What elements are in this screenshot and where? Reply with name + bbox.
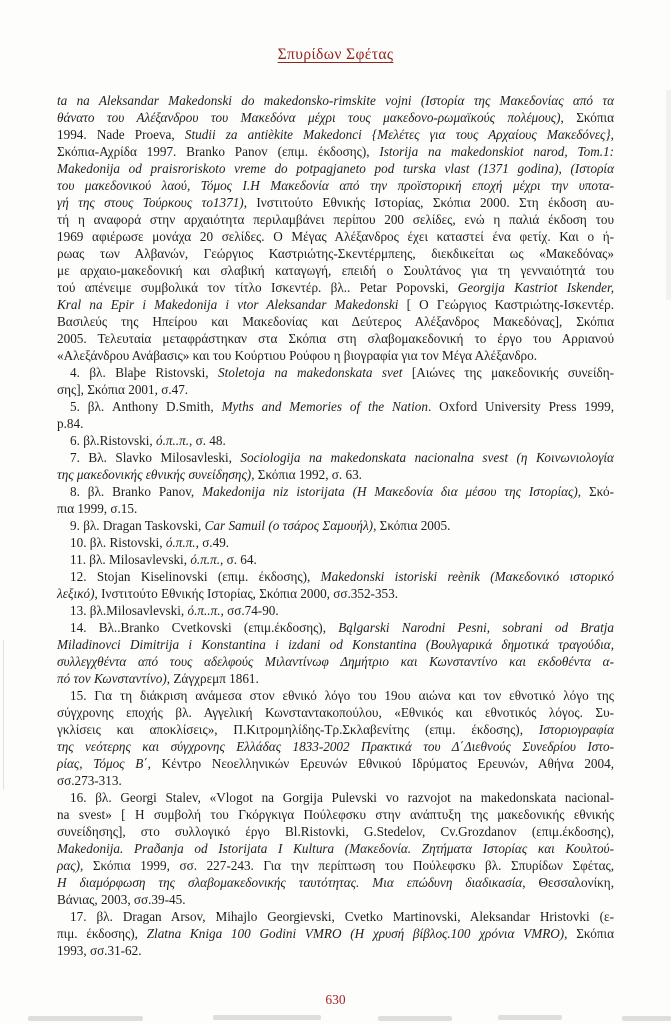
text-line [57,500,614,517]
text-segment: πια 1999, σ.15. [57,501,138,516]
text-segment: , Ζάγχρεμπ 1861. [166,671,259,686]
text-segment: 13. βλ.Milosavlevski, [70,603,188,618]
italic-text-segment: της νεότερης και σύγχρονης Ελλάδας 1833-2002 Πρακτικά του Δ΄Διεθνούς Συνεδρίου Ιστο- [57,739,614,754]
text-line [57,585,614,602]
scan-edge-artifact [498,1015,562,1020]
text-segment: Βάνιας, 2003, σσ.39-45. [57,892,186,907]
italic-text-segment: ό.π..π. [187,603,221,618]
text-segment: συνείδησης], στο συλλογικό έργο Bl.Ristovki, G.Stedelov, Cv.Grozdanov (επιμ.έκδοσης), [57,824,614,839]
text-segment: 8. βλ. Branko Panov, [70,484,203,499]
italic-text-segment: Zlatna Kniga 100 Godini VMRO (Η χρυσή βίβλος.100 χρόνια VMRO) [146,926,565,941]
italic-text-segment: Georgija Kastriot Iskender, [457,280,614,295]
text-line [57,687,614,704]
footnotes-block [57,92,614,959]
italic-text-segment: ρίας, Τόμος Β΄ [57,756,148,771]
text-segment: γκλίσεις και αποκλίσεις», Π.Κιτρομηλίδης-Τρ.Σκλαβενίτης (επιμ. έκδοσης), [57,722,539,737]
italic-text-segment: Makedonski istoriski reènik (Μακεδονικό ιστορικό [320,569,614,584]
text-segment: , Ινστιτούτο Εθνικής Ιστορίας, Σκόπια 2000, σσ.352-353. [94,586,399,601]
scan-edge-artifact [28,1016,143,1021]
text-line [57,789,614,806]
italic-text-segment: πό τον Κωνσταντίνο) [57,671,167,686]
page-number: 630 [325,992,346,1007]
italic-text-segment: Makedonija niz istorijata (Η Μακεδονία δια μέσου της Ιστορίας) [202,484,578,499]
text-line [57,398,614,415]
scan-edge-artifact [213,1015,321,1020]
text-line [57,721,614,738]
text-line [57,92,614,109]
text-line [57,160,614,177]
text-line [57,942,614,959]
text-line [57,908,614,925]
italic-text-segment: Studii za antièkite Makedonci {Μελέτες για τους Αρχαίους Μακεδόνες}, [184,127,614,142]
text-segment: Βασιλεύς της Ηπείρου και Μακεδονίας και Δεύτερος Αλέξανδρος Μακεδόνας], Σκόπια [57,314,614,329]
text-segment: , Σκόπια 1992, σ. 63. [251,467,362,482]
text-segment: 11. βλ. Milosavlevski, [70,552,191,567]
text-segment: σης], Σκόπια 2001, σ.47. [57,382,189,397]
text-line [57,755,614,772]
text-segment: 1969 αφιέρωσε μονάχα 20 σελίδες. Ο Μέγας Αλέξανδρος έχει καταστεί ένα φετίχ. Και ο ή- [57,229,614,244]
text-segment: σύγχρονης εποχής βλ. Αγγελική Κωνσταντακοπούλου, «Εθνικός και εθνοτικός λόγος. Συ- [57,705,614,720]
text-segment: . Oxford University Press 1999, [427,399,614,414]
text-segment: Σκόπια-Αχρίδα 1997. Branko Panov (επιμ. έκδοσης), [57,144,380,159]
text-segment: 16. βλ. Georgi Stalev, «Vlogot na Gorgija Pulevski vo razvojot na makedonskata nacional- [70,790,614,805]
text-segment: 4. βλ. Blaþe Ristovski, [70,365,219,380]
text-line [57,347,614,364]
italic-text-segment: Sociologija na makedonskata nacionalna svest (η Κοινωνιολογία [240,450,614,465]
text-line [57,670,614,687]
italic-text-segment: της μακεδονικής εθνικής συνείδησης) [57,467,252,482]
text-segment: 2005. Τελευταία μεταφράστηκαν στα Σκόπια στη σλαβομακεδονική το έργο του Αρριανού [57,331,614,346]
text-segment: , σ. 64. [220,552,257,567]
text-line [57,330,614,347]
text-segment: na svest» [ Η συμβολή του Γκόργκιγα Πούλεφσκυ στην ανάπτυξη της μακεδονικής εθνικής [57,807,614,822]
text-line [57,636,614,653]
text-line [57,228,614,245]
text-line [57,772,614,789]
text-line [57,823,614,840]
author-name: Σπυρίδων Σφέτας [277,46,394,63]
text-segment: , Σκό- [577,484,614,499]
italic-text-segment: Miladinovci Dimitrija i Konstantina i izdani od Konstantina (Βουλγαρικά δημοτικά τραγούδια, [57,637,614,652]
text-line [57,211,614,228]
text-segment: ρωας των Αλβανών, Γεώργιος Καστριώτης-Σκεντέρμπεης, διεκδικείται ως «Μακεδόνας» [57,246,614,261]
italic-text-segment: ρας) [57,858,80,873]
text-segment: 10. βλ. Ristovski, [70,535,166,550]
text-segment: , σσ.74-90. [220,603,279,618]
text-segment: πιμ. έκδοσης), [57,926,147,941]
text-line [57,466,614,483]
italic-text-segment: του μακεδονικού λαού, Τόμος Ι.Η Μακεδονία από την προϊστορική εποχή μέχρι την υποτα- [57,178,614,193]
text-line [57,517,614,534]
text-segment: , Σκόπια 2005. [373,518,451,533]
italic-text-segment: Bąlgarski Narodni Pesni, sobrani od Bratja [338,620,614,635]
text-segment: τή η αναφορά στην αρχαιότητα περιλαμβάνει περίπου 200 σελίδες, ενώ η παλιά έκδοση του [57,212,614,227]
text-line [57,874,614,891]
text-segment: p.84. [57,416,84,431]
scan-edge-artifact [622,1016,671,1021]
italic-text-segment: Istorija na makedonskiot narod, Tom.1: [379,144,615,159]
italic-text-segment: Makedonija od praisroriskoto vreme do potpagjaneto pod turska vlast (1371 godina), (Ιστορία [57,161,614,176]
italic-text-segment: θάνατο του Αλέξανδρου του Μακεδόνα μέχρι τους μακεδονο-ρωμαϊκούς πολέμους) [57,110,561,125]
text-segment: , Σκόπια [560,110,614,125]
text-line [57,738,614,755]
text-line [57,449,614,466]
text-segment: , σ.49. [195,535,230,550]
text-line [57,704,614,721]
italic-text-segment: ό.π..π. [156,433,190,448]
text-segment: [ Ο Γεώργιος Καστριώτης-Ισκεντέρ. [398,297,614,312]
italic-text-segment: ό.π.π. [190,552,221,567]
italic-text-segment: Car Samuil (ο τσάρος Σαμουήλ) [204,518,374,533]
text-segment: [Αιώνες της μακεδονικής συνείδη- [402,365,615,380]
italic-text-segment: Stoletoja na makedonskata svet [218,365,403,380]
italic-text-segment: Makedonija. Praðanja od Istorijata I Kultura (Μακεδονία. Ζητήματα Ιστορίας και Κουλτού- [57,841,614,856]
text-line [57,262,614,279]
text-line [57,245,614,262]
text-line [57,925,614,942]
italic-text-segment: Myths and Memories of the Nation [221,399,428,414]
text-line [57,109,614,126]
text-segment: 1994. Nade Proeva, [57,127,185,142]
text-line [57,126,614,143]
text-line [57,279,614,296]
text-segment: 5. βλ. Anthony D.Smith, [70,399,222,414]
text-segment: 1993, σσ.31-62. [57,943,142,958]
italic-text-segment: Η διαμόρφωση της σλαβομακεδονικής ταυτότητας. Μια επώδυνη διαδικασία [57,875,523,890]
text-segment: , Θεσσαλονίκη, [522,875,614,890]
text-segment: 12. Stojan Kiselinovski (επιμ. έκδοσης), [70,569,321,584]
text-segment: τού απένειμε συμβολικά τον τίτλο Ισκεντέρ. βλ.. Petar Popovski, [57,280,458,295]
text-segment: , Σκόπια 1999, σσ. 227-243. Για την περίπτωση του Πούλεφσκυ βλ. Σπυρίδων Σφέτας, [80,858,614,873]
text-line [57,313,614,330]
text-line [57,194,614,211]
text-line [57,619,614,636]
text-segment: «Αλεξάνδρου Ανάβασις» και του Κούρτιου Ρούφου η βιογραφία για τον Μέγα Αλέξανδρο. [57,348,538,363]
italic-text-segment: Ιστοριογραφία [538,722,614,737]
text-line [57,857,614,874]
text-line [57,551,614,568]
text-segment: , σ. 48. [189,433,226,448]
text-line [57,806,614,823]
italic-text-segment: συλλεγχθέντα από τους αδελφούς Μιλαντίνωφ Δημήτριο και Κωνσταντίνο και εκδοθέντα α- [57,654,614,669]
italic-text-segment: ta na Aleksandar Makedonski do makedonsko-rimskite vojni (Ιστορία της Μακεδονίας από τα [57,93,614,108]
text-segment: σσ.273-313. [57,773,122,788]
text-line [57,568,614,585]
text-segment: 6. βλ.Ristovski, [70,433,157,448]
scan-edge-artifact [378,1016,452,1021]
italic-text-segment: ό.π.π. [165,535,196,550]
text-line [57,381,614,398]
scan-edge-artifact [3,640,4,790]
text-line [57,364,614,381]
text-segment: , Σκόπια [564,926,614,941]
text-segment: 15. Για τη διάκριση ανάμεσα στον εθνικό λόγο του 19ου αιώνα και τον εθνοτικό λόγο της [70,688,614,703]
scan-edge-artifact [666,90,671,300]
text-line [57,483,614,500]
text-segment: 17. βλ. Dragan Arsov, Mihajlo Georgievski, Cvetko Martinovski, Aleksandar Hristovki (ε- [70,909,614,924]
text-line [57,432,614,449]
running-header [0,46,671,64]
text-line [57,415,614,432]
italic-text-segment: γή της στους Τούρκους το1371) [57,195,244,210]
text-line [57,143,614,160]
italic-text-segment: λεξικό) [57,586,95,601]
text-line [57,177,614,194]
text-line [57,602,614,619]
text-segment: 9. βλ. Dragan Taskovski, [70,518,205,533]
text-segment: με αρχαιο-μακεδονική και σλαβική καταγωγή, επειδή ο Σουλτάνος για τη γενναιότητά του [57,263,614,278]
text-segment: , Ινστιτούτο Εθνικής Ιστορίας, Σκόπια 2000. Στη έκδοση αυ- [243,195,615,210]
text-line [57,891,614,908]
text-line [57,534,614,551]
text-line [57,840,614,857]
text-segment: , Κέντρο Νεοελληνικών Ερευνών Εθνικού Ιδρύματος Ερευνών, Αθήνα 2004, [147,756,614,771]
text-segment: 14. Βλ..Branko Cvetkovski (επιμ.έκδοσης), [70,620,339,635]
text-line [57,296,614,313]
text-segment: 7. Βλ. Slavko Milosavleski, [70,450,241,465]
text-line [57,653,614,670]
italic-text-segment: Kral na Epir i Makedonija i vtor Aleksandar Makedonski [57,297,399,312]
